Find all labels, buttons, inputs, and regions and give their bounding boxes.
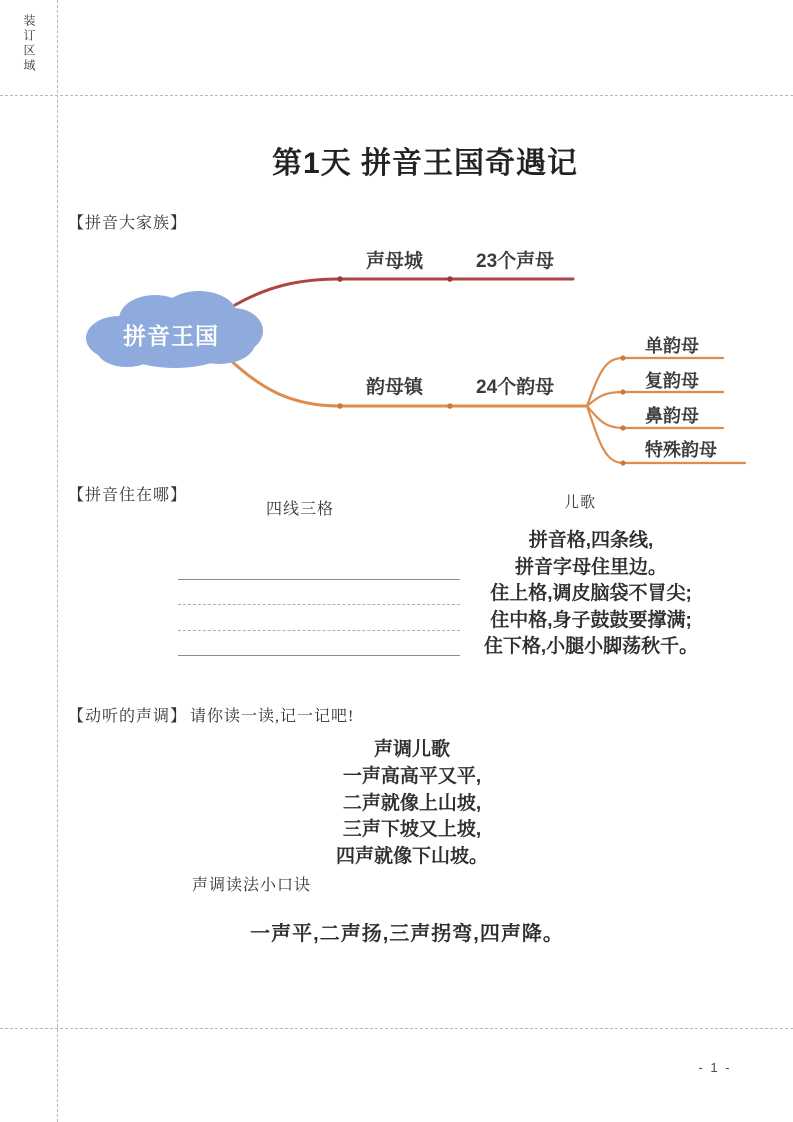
pinyin-home-rhyme <box>467 528 715 661</box>
branch-node-dot <box>620 355 625 360</box>
four-line-three-grid <box>178 579 460 657</box>
tone-song-line: 一声高高平又平, <box>342 765 482 787</box>
page-title: 第1天 拼音王国奇遇记 <box>271 147 579 180</box>
section-header-pinyin-home: 【拼音住在哪】 <box>68 487 188 504</box>
branch-line-initials <box>235 279 573 305</box>
mindmap-root-label: 拼音王国 <box>123 323 219 349</box>
mindmap-branch-initials-name: 声母城 <box>366 251 424 272</box>
rhyme-line: 拼音字母住里边。 <box>514 556 667 578</box>
mindmap-leaf-special-finals: 特殊韵母 <box>645 440 717 460</box>
tone-tips-label: 声调读法小口诀 <box>192 877 312 894</box>
mindmap-branch-finals-detail: 24个韵母 <box>476 377 555 398</box>
grid-lower-dashed-line <box>178 630 460 631</box>
mindmap-leaf-compound-finals: 复韵母 <box>645 371 699 391</box>
mindmap-branch-initials-detail: 23个声母 <box>476 251 555 272</box>
branch-node-dot <box>620 389 625 394</box>
tone-song-line: 四声就像下山坡。 <box>335 846 488 868</box>
branch-node-dot <box>447 276 453 282</box>
branch-node-dot <box>337 276 343 282</box>
grid-bottom-line <box>178 655 460 656</box>
branch-node-dot <box>620 460 625 465</box>
branch-node-dot <box>620 425 625 430</box>
tone-song-line: 三声下坡又上坡, <box>342 819 482 841</box>
rhyme-line: 拼音格,四条线, <box>528 530 654 551</box>
section-header-tones: 【动听的声调】 <box>68 708 188 725</box>
mindmap-leaf-nasal-finals: 鼻韵母 <box>645 406 699 426</box>
tone-song <box>278 737 546 871</box>
tone-song-title: 声调儿歌 <box>373 739 450 760</box>
binding-area-label: 装订区域 <box>22 14 36 74</box>
branch-node-dot <box>337 403 343 409</box>
rhyme-label: 儿歌 <box>564 495 597 511</box>
rhyme-line: 住下格,小腿小脚荡秋千。 <box>483 636 699 657</box>
section-header-pinyin-family: 【拼音大家族】 <box>68 215 188 232</box>
mindmap-branch-finals-name: 韵母镇 <box>366 377 424 398</box>
rhyme-line: 住中格,身子鼓鼓要撑满; <box>490 609 692 631</box>
tone-tips-text: 一声平,二声扬,三声拐弯,四声降。 <box>250 923 564 945</box>
grid-upper-dashed-line <box>178 604 460 605</box>
tone-song-line: 二声就像上山坡, <box>342 792 482 814</box>
mindmap-leaf-simple-finals: 单韵母 <box>645 336 699 356</box>
rhyme-line: 住上格,调皮脑袋不冒尖; <box>490 583 692 604</box>
four-line-grid-label: 四线三格 <box>266 501 335 518</box>
bottom-margin-dash-line <box>0 1028 793 1029</box>
tone-prompt-text: 请你读一读,记一记吧! <box>190 708 355 725</box>
branch-node-dot <box>447 403 453 409</box>
grid-top-line <box>178 579 460 580</box>
top-margin-dash-line <box>0 95 793 96</box>
page-number: - 1 - <box>698 1060 732 1075</box>
